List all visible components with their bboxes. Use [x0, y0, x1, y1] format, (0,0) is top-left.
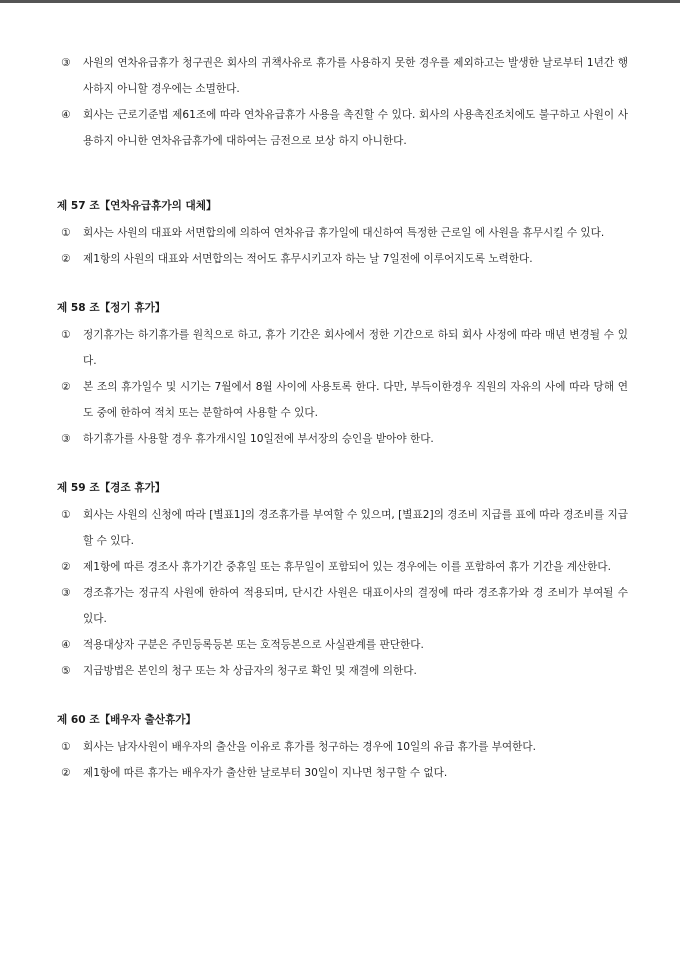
item-number: ② — [61, 381, 71, 393]
item-text: 회사는 사원의 신청에 따라 [별표1]의 경조휴가를 부여할 수 있으며, [별표2]의 경조비 지급를 표에 따라 경조비를 지급할 수 있다. — [83, 509, 628, 547]
list-item — [61, 374, 628, 426]
item-number: ③ — [61, 57, 71, 69]
list-item — [61, 220, 628, 246]
item-text: 본 조의 휴가일수 및 시기는 7월에서 8월 사이에 사용토록 한다. 다만, 부득이한경우 직원의 자유의 사에 따라 당해 연도 중에 한하여 적치 또는 분할하여 사용할 수 있다. — [83, 381, 628, 419]
list-item — [61, 554, 628, 580]
article-60 — [0, 710, 680, 786]
list-item — [61, 760, 628, 786]
item-text: 회사는 근로기준법 제61조에 따라 연차유급휴가 사용을 촉진할 수 있다. 회사의 사용촉진조치에도 불구하고 사원이 사용하지 아니한 연차유급휴가에 대하여는 금전으로 보상 하지 아니한다. — [83, 109, 628, 147]
top-rule — [0, 0, 680, 3]
intro-items — [0, 50, 680, 154]
item-number: ② — [61, 253, 71, 265]
item-text: 제1항에 따른 경조사 휴가기간 중휴일 또는 휴무일이 포함되어 있는 경우에는 이를 포함하여 휴가 기간을 계산한다. — [83, 561, 611, 573]
list-item — [61, 580, 628, 632]
article-heading: 제 58 조【정기 휴가】 — [57, 302, 166, 314]
list-item — [61, 50, 628, 102]
article-heading: 제 57 조【연차유급휴가의 대체】 — [57, 200, 217, 212]
list-item — [61, 734, 628, 760]
list-item — [61, 322, 628, 374]
item-text: 회사는 사원의 대표와 서면합의에 의하여 연차유급 휴가일에 대신하여 특정한 근로일 에 사원을 휴무시킬 수 있다. — [83, 227, 605, 239]
article-59 — [0, 478, 680, 684]
list-item — [61, 658, 628, 684]
item-number: ① — [61, 227, 71, 239]
item-number: ② — [61, 561, 71, 573]
item-number: ① — [61, 329, 71, 341]
article-57 — [0, 196, 680, 272]
item-number: ① — [61, 741, 71, 753]
article-58 — [0, 298, 680, 452]
article-heading: 제 60 조【배우자 출산휴가】 — [57, 714, 197, 726]
item-text: 제1항의 사원의 대표와 서면합의는 적어도 휴무시키고자 하는 날 7일전에 이루어지도록 노력한다. — [83, 253, 533, 265]
list-item — [61, 502, 628, 554]
list-item — [61, 246, 628, 272]
item-text: 제1항에 따른 휴가는 배우자가 출산한 날로부터 30일이 지나면 청구할 수 없다. — [83, 767, 448, 779]
item-text: 경조휴가는 정규직 사원에 한하여 적용되며, 단시간 사원은 대표이사의 결정에 따라 경조휴가와 경 조비가 부여될 수 있다. — [83, 587, 628, 625]
item-number: ④ — [61, 639, 71, 651]
list-item — [61, 426, 628, 452]
list-item — [61, 102, 628, 154]
item-number: ① — [61, 509, 71, 521]
item-number: ③ — [61, 587, 71, 599]
document-page — [0, 50, 680, 786]
item-text: 사원의 연차유급휴가 청구권은 회사의 귀책사유로 휴가를 사용하지 못한 경우를 제외하고는 발생한 날로부터 1년간 행사하지 아니할 경우에는 소멸한다. — [83, 57, 628, 95]
item-text: 정기휴가는 하기휴가를 원칙으로 하고, 휴가 기간은 회사에서 정한 기간으로 하되 회사 사정에 따라 매년 변경될 수 있다. — [83, 329, 628, 367]
item-text: 적용대상자 구분은 주민등록등본 또는 호적등본으로 사실관계를 판단한다. — [83, 639, 424, 651]
item-text: 지급방법은 본인의 청구 또는 차 상급자의 청구로 확인 및 재결에 의한다. — [83, 665, 417, 677]
item-number: ③ — [61, 433, 71, 445]
item-number: ⑤ — [61, 665, 71, 677]
item-number: ④ — [61, 109, 71, 121]
item-number: ② — [61, 767, 71, 779]
article-heading: 제 59 조【경조 휴가】 — [57, 482, 166, 494]
item-text: 회사는 남자사원이 배우자의 출산을 이유로 휴가를 청구하는 경우에 10일의 유급 휴가를 부여한다. — [83, 741, 536, 753]
list-item — [61, 632, 628, 658]
item-text: 하기휴가를 사용할 경우 휴가개시일 10일전에 부서장의 승인을 받아야 한다. — [83, 433, 434, 445]
